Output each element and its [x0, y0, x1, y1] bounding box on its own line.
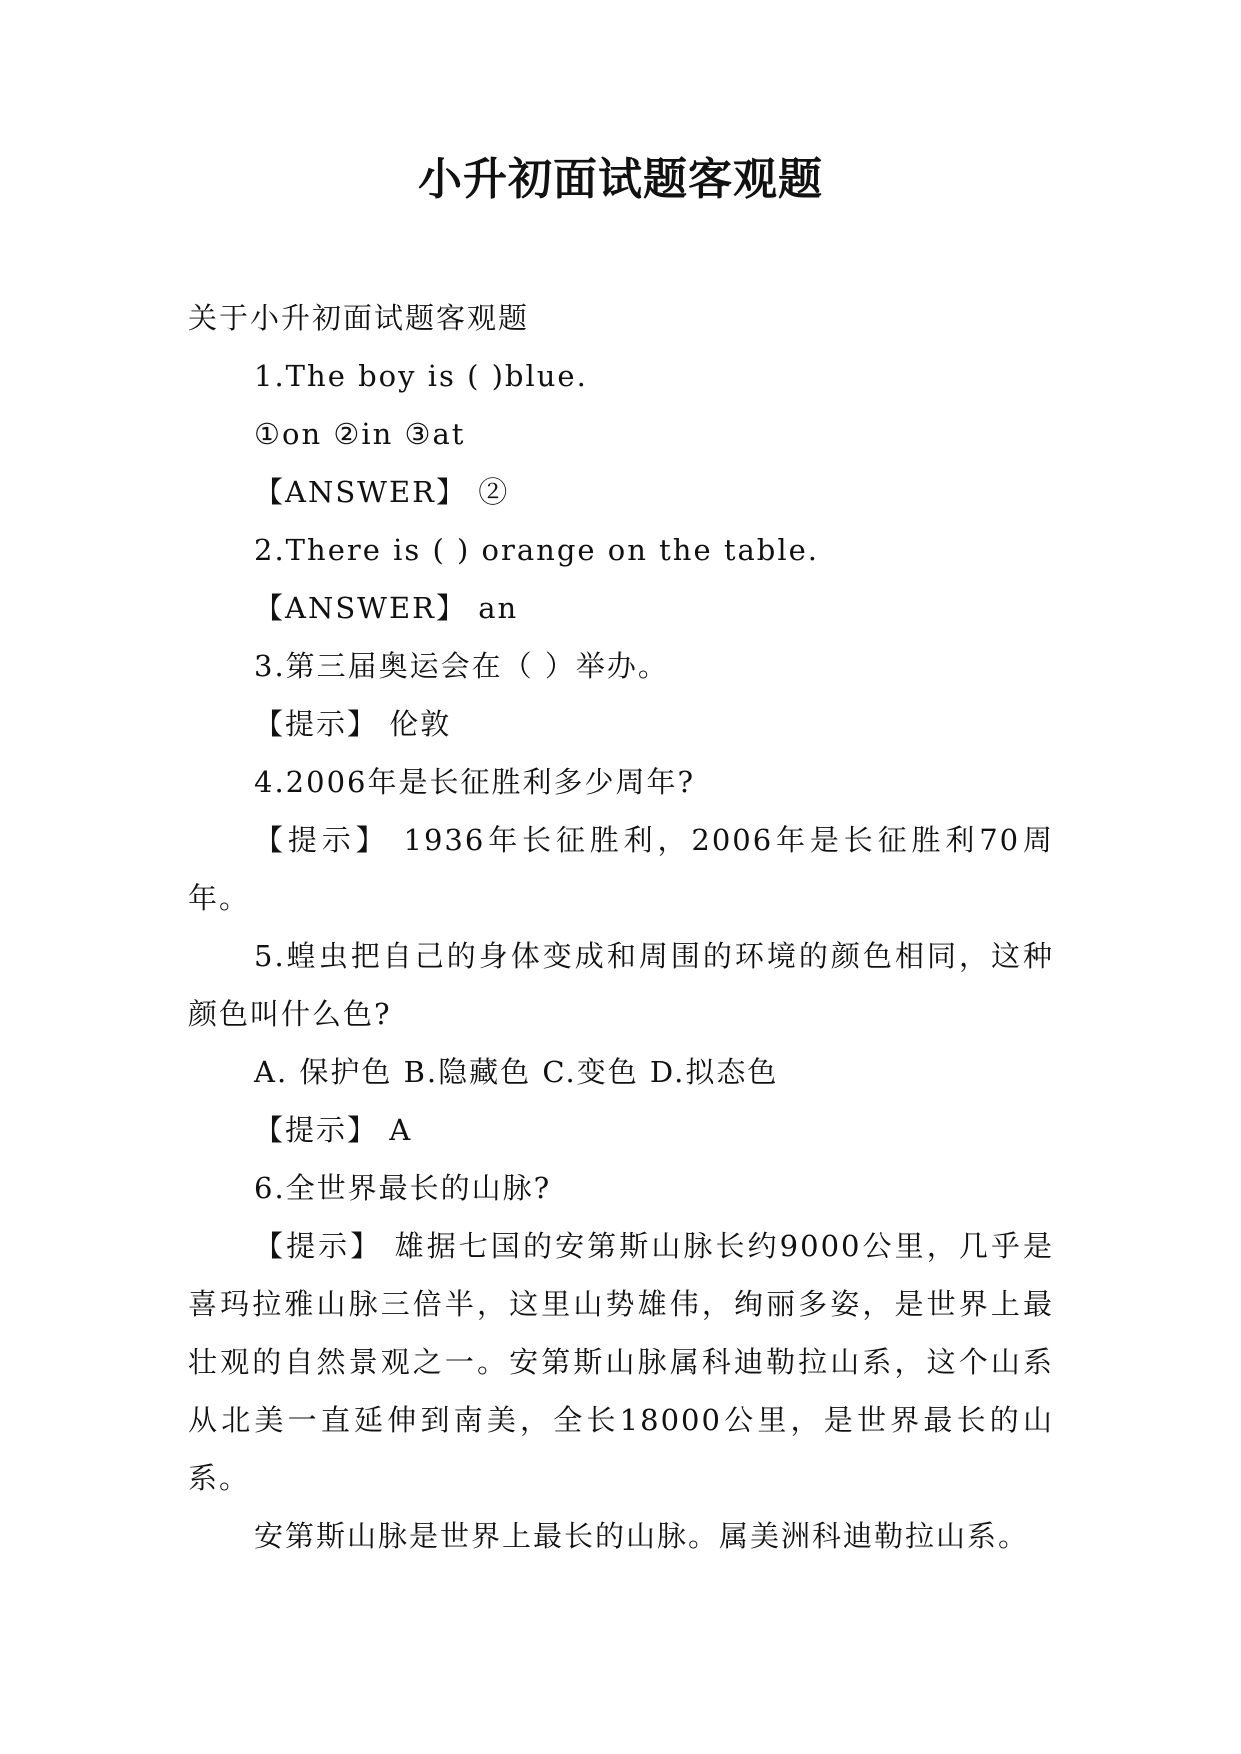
hint-4: 【提示】 1936年长征胜利，2006年是长征胜利70周年。	[188, 823, 1054, 915]
closing-paragraph: 安第斯山脉是世界上最长的山脉。属美洲科迪勒拉山系。	[254, 1519, 1030, 1553]
question-6: 6.全世界最长的山脉?	[254, 1171, 552, 1205]
question-2: 2.There is ( ) orange on the table.	[254, 533, 819, 567]
answer-1: 【ANSWER】 ②	[254, 475, 510, 509]
hint-3: 【提示】 伦敦	[254, 707, 452, 741]
answer-2: 【ANSWER】 an	[254, 591, 519, 625]
question-1: 1.The boy is ( )blue.	[254, 359, 588, 393]
hint-5: 【提示】 A	[254, 1113, 413, 1147]
question-3: 3.第三届奥运会在（ ）举办。	[254, 649, 669, 683]
document-body	[188, 289, 1054, 1565]
paragraph-intro: 关于小升初面试题客观题	[188, 301, 530, 335]
question-4: 4.2006年是长征胜利多少周年?	[254, 765, 696, 799]
question-5: 5.蝗虫把自己的身体变成和周围的环境的颜色相同，这种颜色叫什么色?	[188, 939, 1054, 1031]
question-5-options: A. 保护色 B.隐藏色 C.变色 D.拟态色	[254, 1055, 779, 1089]
question-1-options: ①on ②in ③at	[254, 417, 466, 451]
hint-6: 【提示】 雄据七国的安第斯山脉长约9000公里，几乎是喜玛拉雅山脉三倍半，这里山势雄伟，绚丽多姿，是世界上最壮观的自然景观之一。安第斯山脉属科迪勒拉山系，这个山系从北美一直延伸到南美，全长18000公里，是世界最长的山系。	[188, 1229, 1054, 1495]
document-title: 小升初面试题客观题	[418, 154, 823, 205]
